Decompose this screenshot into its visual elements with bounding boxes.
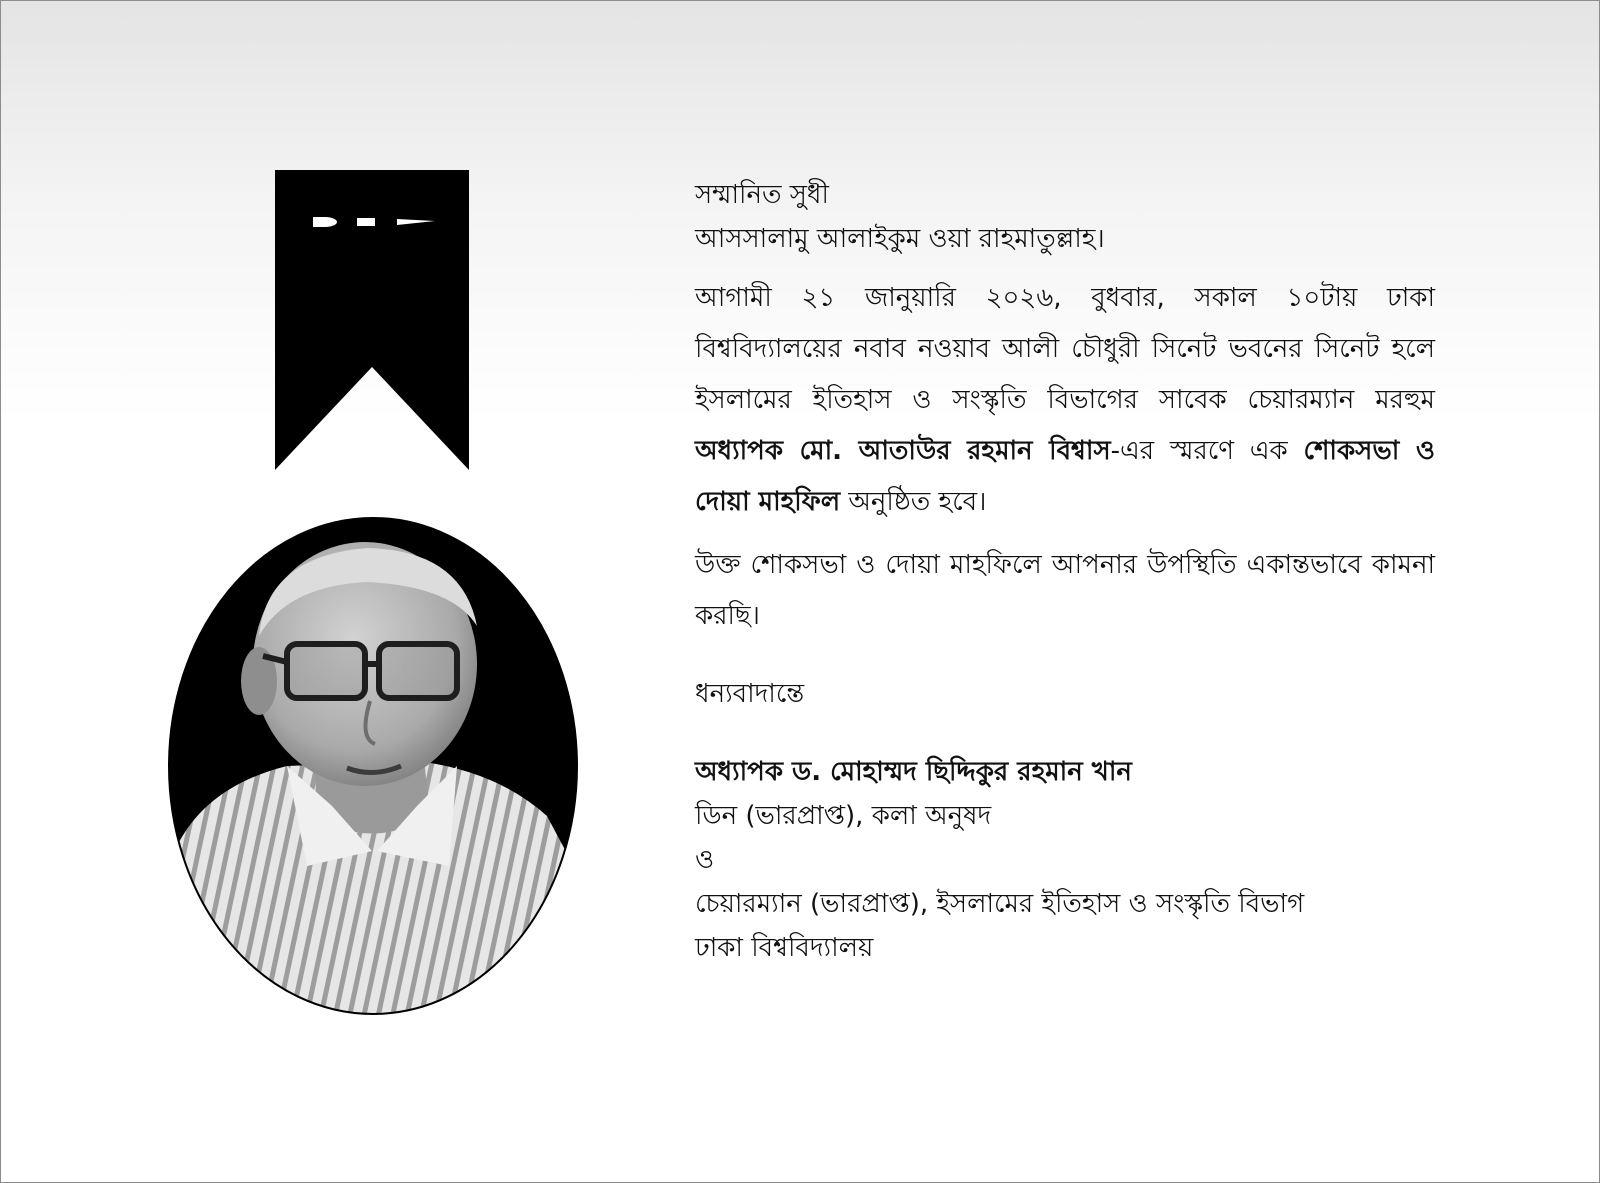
greeting: আসসালামু আলাইকুম ওয়া রাহমাতুল্লাহ। (695, 224, 1105, 254)
event-text-part2: -এর স্মরণে এক (1110, 436, 1304, 466)
signatory-name: অধ্যাপক ড. মোহাম্মদ ছিদ্দিকুর রহমান খান (695, 757, 1132, 787)
attendance-request: উক্ত শোকসভা ও দোয়া মাহফিলে আপনার উপস্থিতি একান্তভাবে কামনা করছি। (695, 550, 1435, 631)
deceased-name: অধ্যাপক মো. আতাউর রহমান বিশ্বাস (695, 436, 1111, 466)
signatory-title-dean: ডিন (ভারপ্রাপ্ত), কলা অনুষদ (695, 801, 992, 831)
signatory-conjunction: ও (695, 845, 715, 875)
mourning-ribbon-icon (275, 170, 469, 470)
invitation-letter (695, 173, 1435, 970)
closing: ধন্যবাদান্তে (695, 679, 805, 709)
event-text-part3: অনুষ্ঠিত হবে। (840, 487, 987, 517)
portrait-photo (167, 516, 579, 1016)
signatory-title-chairman: চেয়ারম্যান (ভারপ্রাপ্ত), ইসলামের ইতিহাস ও সংস্কৃতি বিভাগ (695, 889, 1305, 919)
signatory-institution: ঢাকা বিশ্ববিদ্যালয় (695, 933, 874, 963)
event-paragraph (695, 273, 1435, 528)
event-name: শোকসভা ও দোয়া মাহফিল (695, 436, 1435, 517)
event-text-part1: আগামী ২১ জানুয়ারি ২০২৬, বুধবার, সকাল ১০টায় ঢাকা বিশ্ববিদ্যালয়ের নবাব নওয়াব আলী চৌধুরী সিনেট ভবনের সিনেট হলে ইসলামের ইতিহাস ও সংস্কৃতি বিভাগের সাবেক চেয়ারম্যান মরহুম (695, 283, 1435, 415)
salutation: সম্মানিত সুধী (695, 180, 829, 210)
